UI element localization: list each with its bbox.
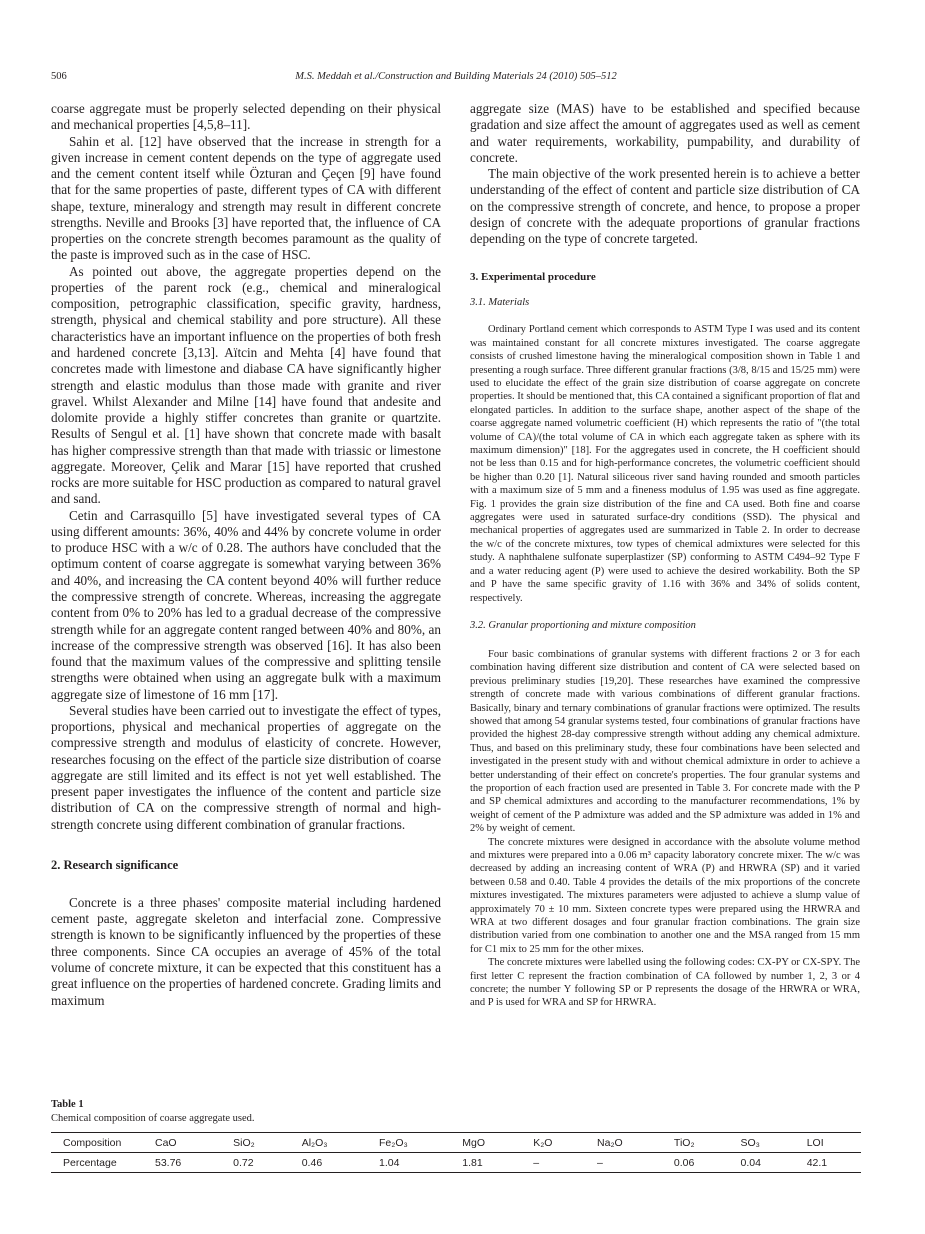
paragraph: The concrete mixtures were designed in accordance with the absolute volume method and mixtures were prepared into a 0.06 m³ capacity laboratory concrete mixer. The w/c was decreased by adding an increasing content of WRA (P) and HRWRA (SP) and it varied between 0.58 and 0.40. Table 4 provides the details of the mix proportions of the concrete mixtures investigated. The mixtures parameters were adjusted to achieve a slump value of approximately 70 ± 10 mm. Sixteen concrete types were prepared using the HRWRA and WRA at two different dosages and four granular fraction combinations. The grain size distribution varied from one combination to another one and the MSA ranged from 15 mm for C1 mix to 25 mm for the other mixes. xyxy=(470,836,860,955)
subsection-heading: 3.2. Granular proportioning and mixture composition xyxy=(470,619,696,631)
left-column xyxy=(51,101,441,1009)
table-header-cell: Na₂O xyxy=(597,1136,623,1149)
table-cell: 53.76 xyxy=(155,1156,182,1169)
section-heading: 3. Experimental procedure xyxy=(470,271,596,284)
paragraph: Ordinary Portland cement which corresponds to ASTM Type I was used and its content was maintained constant for all concrete mixtures investigated. The coarse aggregate consists of crushed limestone having the mineralogical composition shown in Table 1 and presenting a rough surface. Three different granular fractions (3/8, 8/15 and 15/25 mm) were used to elucidate the effect of the grain size distribution of coarse aggregate on concrete properties. It should be mentioned that, this CA contained a significant proportion of flat and elongated particles. In addition to the surface shape, another aspect of the shape of the coarse aggregate named volumetric coefficient (H) which represents the ratio of "(the total volume of CA)/(the total volume of CA in which each aggregate taken as sphere with its maximum dimension)" [18]. For the aggregates used in concrete, the H coefficient should not be less than 0.15 and for high-performance concretes, the volumetric coefficient should be higher than 0.20 [1]. Natural siliceous river sand having rounded and smooth particles with a maximum size of 5 mm and a fineness modulus of 1.95 was used as fine aggregate. Fig. 1 provides the grain size distribution of the fine and CA used. Both fine and coarse aggregates were used in saturated surface-dry conditions (SSD). The physical and mechanical properties of aggregates used are summarized in Table 2. In order to decrease the w/c of the concrete mixtures, tow types of chemical admixtures were selected for this study. A naphthalene sulfonate superplastizer (SP) conforming to ASTM C494–92 Type F and a water reducing agent (P) were used to achieve the desired workability. Both the SP and P have the same specific gravity of 1.16 with 36% and 34% of solids content, respectively. xyxy=(470,324,860,604)
table-1 xyxy=(51,1098,861,1173)
composition-table xyxy=(51,1132,861,1173)
table-header-cell: Al₂O₃ xyxy=(301,1136,328,1149)
table-cell: 0.04 xyxy=(740,1156,761,1169)
paragraph: Cetin and Carrasquillo [5] have investigated several types of CA using different amounts: 36%, 40% and 44% by concrete volume in order to produce HSC with a w/c of 0.28. The authors have concluded that the optimum content of coarse aggregate is somewhat varying between 36% and 40%, and increasing the CA content beyond 40% will further reduce the compressive strength of concrete. Whereas, increasing the aggregate content from 0% to 20% has led to a gradual decrease of the compressive strength while for an aggregate content ranged between 40% and 80%, an increase of the compressive strength was observed [16]. It has also been found that the maximum values of the compressive and splitting tensile strengths were obtained when using an aggregate bulk with a maximum aggregate size of limestone of 16 mm [17]. xyxy=(51,507,441,702)
table-cell: 1.04 xyxy=(379,1156,400,1169)
paragraph: Concrete is a three phases' composite material including hardened cement paste, aggregate skeleton and interfacial zone. Compressive strength is known to be significantly influenced by the properties of these three components. Since CA occupies an average of 45% of the total volume of concrete mixture, it can be expected that this constituent has a great influence on the properties of hardened concrete. Grading limits and maximum xyxy=(51,894,441,1008)
paragraph: As pointed out above, the aggregate properties depend on the properties of the parent rock (e.g., chemical and mineralogical composition, petrographic classification, specific gravity, hardness, strength, physical and chemical stability and pore structure). All these characteristics have an important influence on the properties of both fresh and hardened concrete [3,13]. Aïtcin and Mehta [4] have found that concretes made with limestone and diabase CA have significantly higher strength and elastic modulus than those made with granite and river gravel. Whilst Alexander and Milne [14] have found that andesite and dolomite provide a highly stiffer concretes than granite or quartzite. Results of Sengul et al. [1] have shown that concrete made with basalt has higher compressive strength than that made with triassic or limestone aggregate. Moreover, Çelik and Marar [15] have reported that crushed rocks are more suitable for HSC production as compared to natural gravel and sand. xyxy=(51,263,442,507)
table-header-cell: SO₃ xyxy=(740,1136,760,1149)
running-header xyxy=(51,71,861,89)
table-label: Table 1 xyxy=(51,1099,84,1110)
paragraph: aggregate size (MAS) have to be established and specified because gradation and size affect the amount of aggregates used as well as cement and water requirements, workability, pumpability, and durability of concrete. xyxy=(470,101,860,165)
page-number: 506 xyxy=(51,71,67,82)
paragraph: The concrete mixtures were labelled using the following codes: CX-PY or CX-SPY. The first letter C represent the fraction combination of CA followed by number 1, 2, 3 or 4 concrete; the number Y following SP or P represents the dosage of the HRWRA or WRA, and P is used for WRA and SP for HRWRA. xyxy=(470,957,860,1009)
paragraph: Several studies have been carried out to investigate the effect of types, proportions, physical and mechanical properties of aggregate on the compressive strength and modulus of elasticity of concrete. However, researches focusing on the effect of the particle size distribution of coarse aggregate are still limited and its effect is not yet well established. The present paper investigates the influence of the content and particle size distribution of CA on the compressive strength of normal and high-strength concrete using different combination of granular fractions. xyxy=(51,702,441,832)
table-cell: – xyxy=(533,1156,540,1169)
table-row xyxy=(51,1153,861,1173)
paragraph: Four basic combinations of granular systems with different fractions 2 or 3 for each combination having different size distribution and content of CA were selected based on previous preliminary studies [19,20]. These researches have examined the compressive strength of concrete made with various combinations of different granular fractions. Basically, binary and ternary combinations of granular fractions were optimized. The results showed that among 54 granular systems tested, four combinations of granular fractions have provided the highest 28-day compressive strength without adding any chemical admixture. Thus, and based on this preliminary study, these four combinations have been selected and investigated in the present study with and without chemical admixture in order to achieve a better understanding of their effect on concrete's properties. The four granular systems and the proportion of each fraction used are presented in Table 3. For concrete made with the P and SP chemical admixtures and according to the manufacturer recommendations, 1% by weight of cement of the P admixture was added and the SP admixture was added in 1% and 2% by weight of cement. xyxy=(470,648,860,835)
table-cell: 1.81 xyxy=(462,1156,483,1169)
table-cell: 0.06 xyxy=(673,1156,695,1169)
paragraph: coarse aggregate must be properly selected depending on their physical and mechanical properties [4,5,8–11]. xyxy=(51,101,441,133)
table-cell: 0.72 xyxy=(233,1156,254,1169)
table-header-cell: LOI xyxy=(806,1136,824,1149)
table-header-cell: K₂O xyxy=(533,1136,553,1149)
table-cell: – xyxy=(597,1156,603,1169)
table-caption: Chemical composition of coarse aggregate used. xyxy=(51,1112,255,1124)
table-cell: 42.1 xyxy=(806,1156,828,1169)
table-header-cell: TiO₂ xyxy=(673,1136,695,1149)
table-header-cell: MgO xyxy=(462,1136,486,1149)
paragraph: The main objective of the work presented herein is to achieve a better understanding of the effect of content and particle size distribution of CA on the compressive strength of concrete, and hence, to propose a proper design of concrete with the adequate proportions of granular fractions depending on the type of concrete targeted. xyxy=(470,166,860,247)
subsection-heading: 3.1. Materials xyxy=(470,297,530,309)
table-header-row xyxy=(51,1133,861,1153)
paragraph: Sahin et al. [12] have observed that the increase in strength for a given increase in cement content depends on the type of aggregate used and the cement content itself while Özturan and Çeçen [9] have found that for the same properties of paste, different types of CA with different shape, texture, mineralogy and strength may result in different concrete strengths. Neville and Brooks [3] have reported that, the influence of CA properties on the concrete strength becomes paramount as the quality of the paste is improved such as in the case of HSC. xyxy=(51,133,441,263)
table-header-cell: CaO xyxy=(155,1136,177,1149)
right-column xyxy=(470,101,860,1010)
table-header-cell: Fe₂O₃ xyxy=(379,1136,408,1149)
table-header-cell: Composition xyxy=(63,1136,122,1149)
table-header-cell: SiO₂ xyxy=(233,1136,255,1149)
running-title: M.S. Meddah et al./Construction and Building Materials 24 (2010) 505–512 xyxy=(295,71,617,82)
section-heading: 2. Research significance xyxy=(51,857,179,872)
table-cell: 0.46 xyxy=(301,1156,323,1169)
table-cell: Percentage xyxy=(63,1156,117,1169)
